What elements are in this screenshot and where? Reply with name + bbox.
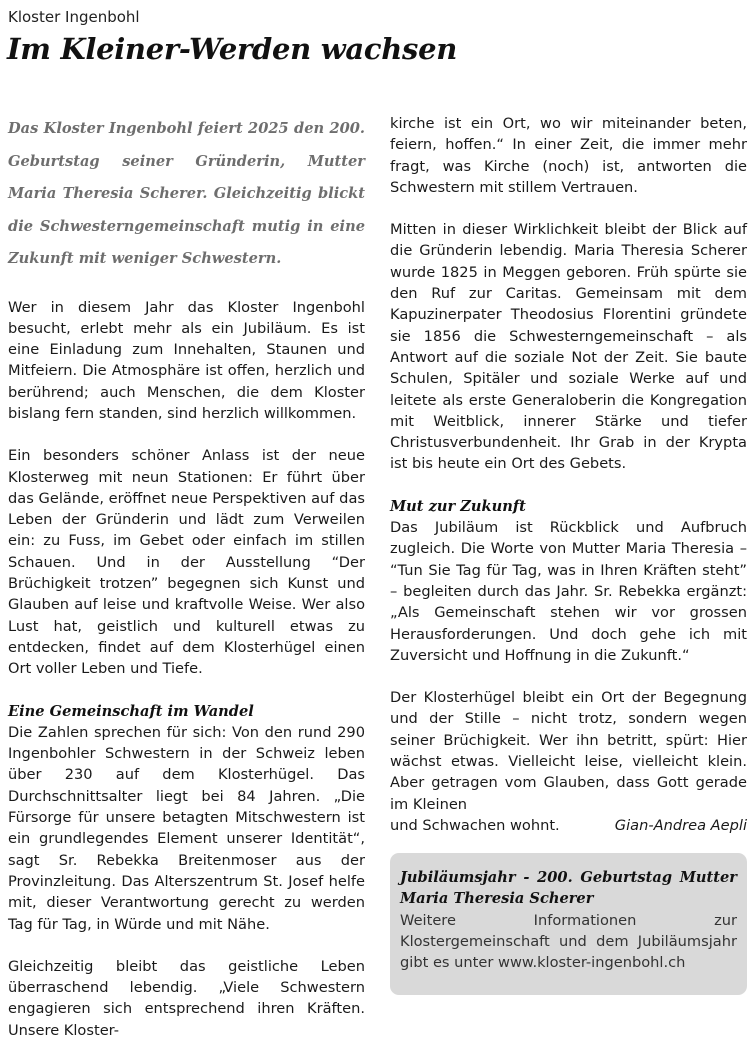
subheading-zukunft: Mut zur Zukunft <box>390 497 526 515</box>
right-column <box>390 113 747 836</box>
paragraph-intro: Wer in diesem Jahr das Kloster Ingenbohl besucht, erlebt mehr als ein Jubiläum. Es ist eine Einladung zum Innehalten, Staunen und Mitfeiern. Die Atmosphäre ist offen, herzlich und berührend; auch Menschen, die dem Kloster bislang fern standen, sind herzlich willkommen. <box>8 298 365 422</box>
paragraph-gruenderin: Mitten in dieser Wirklichkeit bleibt der Blick auf die Gründerin lebendig. Maria Theresia Scherer wurde 1825 in Meggen geboren. Früh spürte sie den Ruf zur Caritas. Gemeinsam mit dem Kapuzinerpater Theodosius Florentini gründete sie 1856 die Schwesterngemeinschaft – als Antwort auf die soziale Not der Zeit. Sie baute Schulen, Spitäler und soziale Werke auf und leitete als erste Generaloberin die Kongregation mit Weitblick, innerer Stärke und tiefer Christusverbundenheit. Ihr Grab in der Krypta ist bis heute ein Ort des Gebets. <box>390 221 747 473</box>
info-box-title: Jubiläumsjahr - 200. Geburtstag Mutter Maria Theresia Scherer <box>400 869 737 908</box>
info-box <box>390 853 747 995</box>
subheading-gemeinschaft: Eine Gemeinschaft im Wandel <box>8 702 254 720</box>
closing-text: und Schwachen wohnt. <box>390 816 560 834</box>
section-label: Kloster Ingenbohl <box>8 8 140 26</box>
paragraph-jubilaeum: Das Jubiläum ist Rückblick und Aufbruch zugleich. Die Worte von Mutter Maria Theresia – “Tun Sie Tag für Tag, was in Ihren Kräften steht” – begleiten durch das Jahr. Sr. Rebekka ergänzt: „Als Gemeinschaft stehen wir vor grossen Herausforderungen. Und doch gehe ich mit Zuversicht und Hoffnung in die Zukunft.“ <box>390 519 747 664</box>
info-box-text: Weitere Informationen zur Klostergemeinschaft und dem Jubiläumsjahr gibt es unter www.kloster-ingenbohl.ch <box>400 911 737 972</box>
left-column <box>8 113 365 1041</box>
paragraph-klosterkirche: kirche ist ein Ort, wo wir miteinander beten, feiern, hoffen.“ In einer Zeit, die immer mehr fragt, was Kirche (noch) ist, antworten die Schwestern mit stillem Vertrauen. <box>390 115 747 196</box>
closing-line <box>390 815 747 836</box>
paragraph-klosterweg: Ein besonders schöner Anlass ist der neue Klosterweg mit neun Stationen: Er führt über das Gelände, eröffnet neue Perspektiven auf das Leben der Gründerin und lädt zum Verweilen ein: zu Fuss, im Gebet oder einfach im stillen Schauen. Und in der Ausstellung “Der Brüchigkeit trotzen” begegnen sich Kunst und Glauben auf leise und kraftvolle Weise. Wer also Lust hat, geistlich und kulturell etwas zu entdecken, findet auf dem Klosterhügel einen Ort voller Leben und Tiefe. <box>8 447 365 678</box>
article-lead: Das Kloster Ingenbohl feiert 2025 den 200. Geburtstag seiner Gründerin, Mutter Maria Theresia Scherer. Gleichzeitig blickt die Schwesterngemeinschaft mutig in eine Zukunft mit weniger Schwestern. <box>8 120 365 267</box>
paragraph-klosterhuegel: Der Klosterhügel bleibt ein Ort der Begegnung und der Stille – nicht trotz, sondern wegen seiner Brüchigkeit. Wer ihn betritt, spürt: Hier wächst etwas. Vielleicht leise, vielleicht klein. Aber getragen vom Glauben, dass Gott gerade im Kleinen <box>390 689 747 813</box>
article-headline: Im Kleiner-Werden wachsen <box>7 32 458 66</box>
author-signature: Gian-Andrea Aepli <box>614 816 747 834</box>
paragraph-geistliches-leben: Gleichzeitig bleibt das geistliche Leben überraschend lebendig. „Viele Schwestern engagieren sich entsprechend ihren Kräften. Unsere Kloster- <box>8 957 365 1039</box>
paragraph-zahlen: Die Zahlen sprechen für sich: Von den rund 290 Ingenbohler Schwestern in der Schweiz leben über 230 auf dem Klosterhügel. Das Durchschnittsalter liegt bei 84 Jahren. „Die Fürsorge für unsere betagten Mitschwestern ist ein grundlegendes Element unserer Identität“, sagt Sr. Rebekka Breitenmoser aus der Provinzleitung. Das Alterszentrum St. Josef helfe mit, dieser Verantwortung gerecht zu werden Tag für Tag, in Würde und mit Nähe. <box>8 723 365 933</box>
